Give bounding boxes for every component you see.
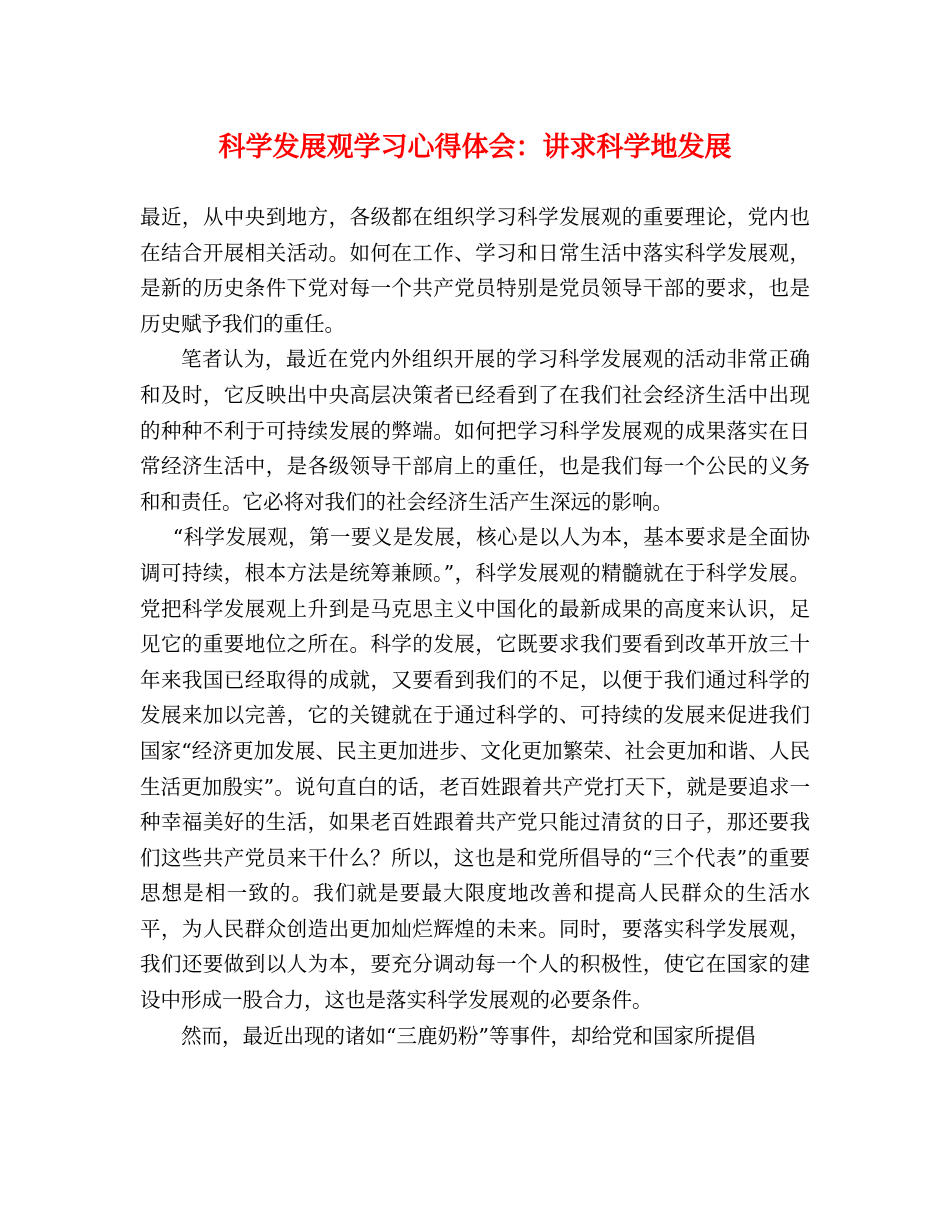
paragraph-1: 最近，从中央到地方，各级都在组织学习科学发展观的重要理论，党内也在结合开展相关活动。如何在工作、学习和日常生活中落实科学发展观，是新的历史条件下党对每一个共产党员特别是党员领导干部的要求，也是历史赋予我们的重任。	[140, 205, 810, 336]
paragraph-4: 然而，最近出现的诸如“三鹿奶粉”等事件，却给党和国家所提倡	[181, 1023, 756, 1048]
document-title: 科学发展观学习心得体会：讲求科学地发展	[218, 132, 732, 163]
document-body	[140, 200, 810, 1054]
paragraph-2: 笔者认为，最近在党内外组织开展的学习科学发展观的活动非常正确和及时，它反映出中央高层决策者已经看到了在我们社会经济生活中出现的种种不利于可持续发展的弊端。如何把学习科学发展观的成果落实在日常经济生活中，是各级领导干部肩上的重任，也是我们每一个公民的义务和和责任。它必将对我们的社会经济生活产生深远的影响。	[140, 347, 810, 514]
paragraph-3: “科学发展观，第一要义是发展，核心是以人为本，基本要求是全面协调可持续，根本方法是统筹兼顾。”，科学发展观的精髓就在于科学发展。党把科学发展观上升到是马克思主义中国化的最新成果的高度来认识，足见它的重要地位之所在。科学的发展，它既要求我们要看到改革开放三十年来我国已经取得的成就，又要看到我们的不足，以便于我们通过科学的发展来加以完善，它的关键就在于通过科学的、可持续的发展来促进我们国家“经济更加发展、民主更加进步、文化更加繁荣、社会更加和谐、人民生活更加殷实”。说句直白的话，老百姓跟着共产党打天下，就是要追求一种幸福美好的生活，如果老百姓跟着共产党只能过清贫的日子，那还要我们这些共产党员来干什么？所以，这也是和党所倡导的“三个代表”的重要思想是相一致的。我们就是要最大限度地改善和提高人民群众的生活水平，为人民群众创造出更加灿烂辉煌的未来。同时，要落实科学发展观，我们还要做到以人为本，要充分调动每一个人的积极性，使它在国家的建设中形成一股合力，这也是落实科学发展观的必要条件。	[140, 525, 810, 1013]
